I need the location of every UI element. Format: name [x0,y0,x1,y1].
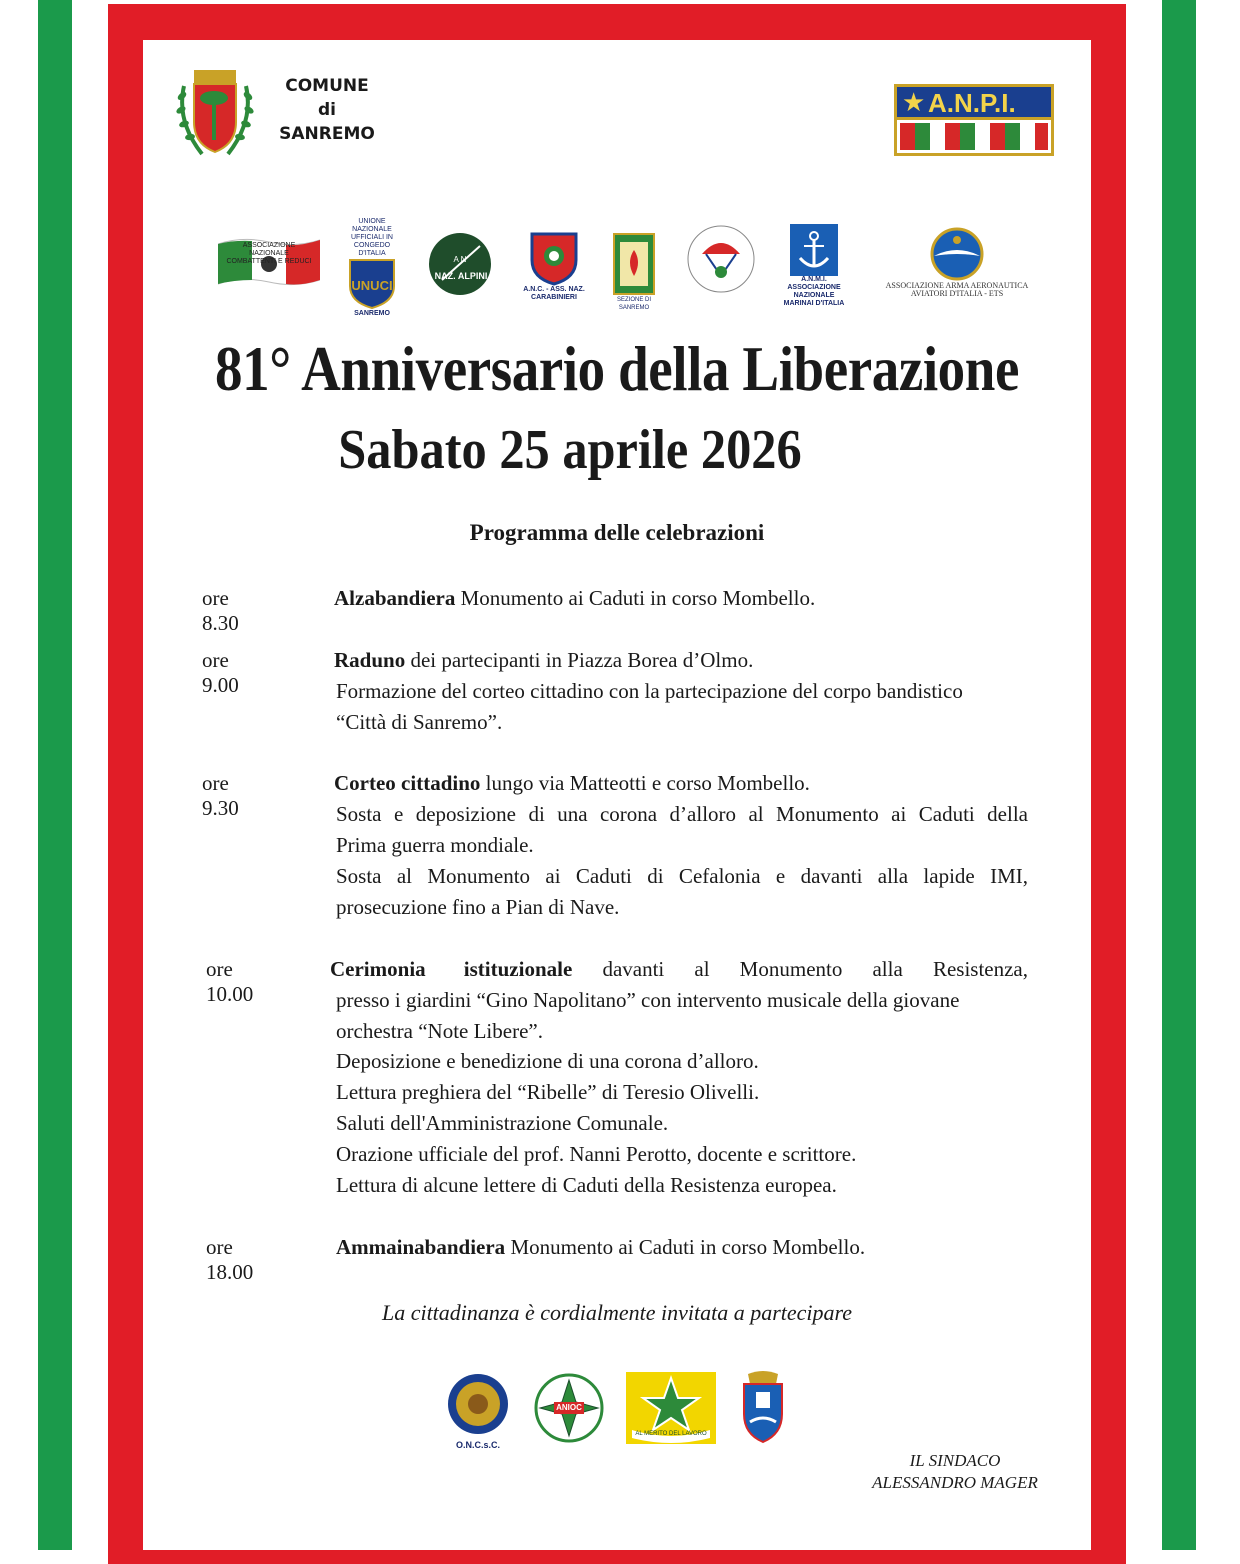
program-heading: Programma delle celebrazioni [469,520,765,545]
flame-shield-icon [608,232,660,296]
program-item-text: lungo via Matteotti e corso Mombello. [480,771,810,795]
oncsc-caption: O.N.C.s.C. [455,1440,500,1450]
oncsc-logo [444,1372,512,1449]
program-line: Sosta e deposizione di una corona d’alloro al Monumento ai Caduti della [336,802,1028,826]
anpi-text: A.N.P.I. [928,88,1016,118]
program-item [334,648,753,673]
svg-text:★: ★ [902,87,926,117]
program-item [336,1235,865,1260]
carabinieri-caption: A.N.C. - ASS. NAZ. CARABINIERI [523,286,585,301]
program-line: Lettura preghiera del “Ribelle” di Teresio Olivelli. [336,1080,760,1104]
unuci-caption: UNIONE NAZIONALE UFFICIALI IN CONGEDO D'ITALIA [350,218,393,257]
program-time: ore 9.00 [202,648,239,697]
program-item-text: Monumento ai Caduti in corso Mombello. [505,1235,866,1259]
comune-sanremo-crest-icon [172,66,258,164]
lion-crest-icon [738,1368,788,1446]
program-item-text: dei partecipanti in Piazza Borea d’Olmo. [405,648,754,672]
right-green-stripe [1162,0,1196,1550]
program-item-text: Monumento ai Caduti in corso Mombello. [455,586,816,610]
program-item [330,957,1028,982]
program-line: Prima guerra mondiale. [336,833,534,857]
comune-sanremo-wordmark [272,74,382,146]
program-item-text: davanti al Monumento alla Resistenza, [572,957,1028,981]
anioc-caption: ANIOC [556,1403,582,1412]
oncsc-medal-icon [444,1372,512,1436]
anc-reduci-logo [218,236,320,286]
aviation-wings-icon [884,226,1030,282]
program-line: Deposizione e benedizione di una corona d’alloro. [336,1049,759,1073]
anc-reduci-caption: ASSOCIAZIONE NAZIONALE COMBATTENTI E REDUCI [226,242,312,265]
program-line: Saluti dell'Amministrazione Comunale. [336,1111,669,1135]
merito-lavoro-logo [626,1372,716,1449]
anchor-icon [766,222,862,276]
program-line: Formazione del corteo cittadino con la partecipazione del corpo bandistico [336,679,963,703]
anmi-caption: A.N.M.I. ASSOCIAZIONE NAZIONALE MARINAI D'ITALIA [783,276,845,307]
program-line: Lettura di alcune lettere di Caduti della Resistenza europea. [336,1173,837,1197]
unuci-logo [344,218,400,318]
signature-block [830,1450,1080,1494]
left-green-stripe [38,0,72,1550]
comune-line-3: SANREMO [279,124,375,144]
program-time: ore 8.30 [202,586,239,635]
program-line: prosecuzione fino a Pian di Nave. [336,895,620,919]
carabinieri-crest-icon [522,230,586,286]
sezione-caption: SEZIONE DI SANREMO [616,297,651,311]
parachute-icon [682,224,760,294]
comune-line-2: di [318,100,336,120]
comune-line-1: COMUNE [285,76,369,96]
alpini-logo [428,232,494,296]
aeronautica-caption: ASSOCIAZIONE ARMA AERONAUTICA AVIATORI D'ITALIA - ETS [885,281,1029,298]
paracadutisti-logo [682,224,760,294]
invitation-text: La cittadinanza è cordialmente invitata a partecipare [381,1300,853,1325]
program-item-title: Raduno [334,648,406,672]
program-time: ore 10.00 [206,957,254,1006]
program-line: presso i giardini “Gino Napolitano” con intervento musicale della giovane [336,988,960,1012]
sezione-sanremo-logo [608,232,660,312]
unuci-mark: UNUCI [351,278,393,293]
signature-name: ALESSANDRO MAGER [872,1473,1038,1492]
unuci-footer: SANREMO [354,310,390,317]
program-line: orchestra “Note Libere”. [336,1019,543,1043]
anioc-logo [530,1372,608,1449]
program-time: ore 9.30 [202,771,239,820]
program-item-title: Ammainabandiera [336,1235,506,1259]
svg-text:A N: A N [453,255,467,264]
alpini-feather-icon [428,232,492,296]
date-title: Sabato 25 aprile 2026 [338,419,802,481]
alpini-caption: NAZ. ALPINI [434,271,488,281]
aeronautica-logo [884,226,1030,298]
program-item [334,586,815,611]
main-title: 81° Anniversario della Liberazione [215,333,1019,404]
anmi-logo [766,222,862,308]
merito-caption: AL MERITO DEL LAVORO [635,1431,707,1437]
anpi-logo [894,84,1054,156]
carabinieri-logo [522,230,586,302]
program-time: ore 18.00 [206,1235,254,1284]
program-item-title: Alzabandiera [334,586,456,610]
program-line: Sosta al Monumento ai Caduti di Cefalonia e davanti alla lapide IMI, [336,864,1028,888]
program-line: “Città di Sanremo”. [336,710,503,734]
program-item-title: Corteo cittadino [334,771,481,795]
program-item [334,771,810,796]
signature-role: IL SINDACO [909,1451,1001,1470]
program-line: Orazione ufficiale del prof. Nanni Perotto, docente e scrittore. [336,1142,857,1166]
civic-crest-logo [738,1368,788,1451]
unuci-shield-icon [344,258,400,310]
program-item-title: Cerimonia istituzionale [330,957,573,981]
